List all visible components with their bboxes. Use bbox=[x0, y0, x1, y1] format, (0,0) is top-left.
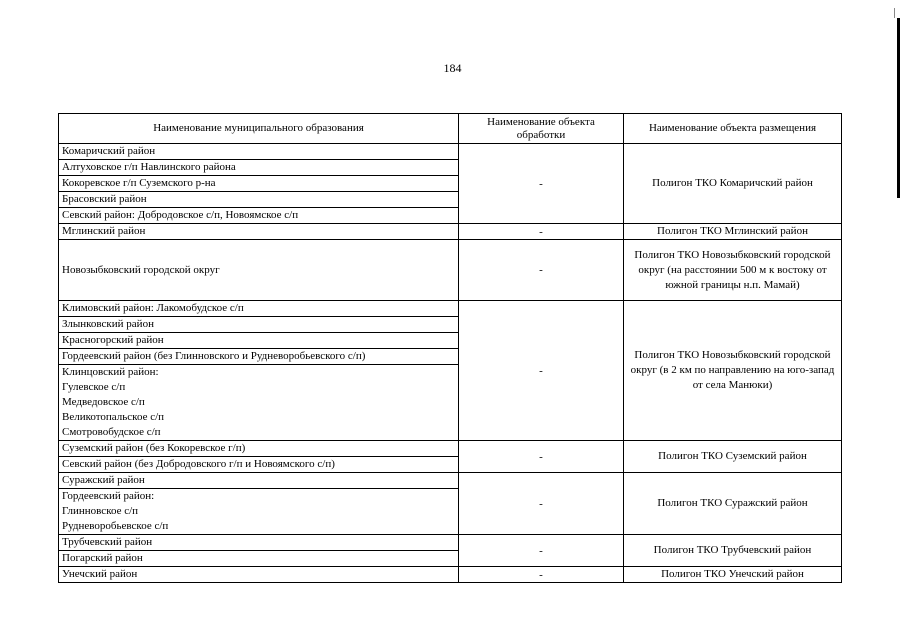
municipal-cell bbox=[59, 240, 459, 301]
processing-cell: - bbox=[459, 441, 624, 473]
header-municipal: Наименование муниципального образования bbox=[59, 114, 459, 144]
page-number: 184 bbox=[443, 61, 462, 75]
municipal-cell bbox=[59, 473, 459, 535]
header-placement: Наименование объекта размещения bbox=[624, 114, 842, 144]
edge-tick-mark bbox=[894, 8, 895, 18]
municipal-entry: Гордеевский район (без Глинновского и Рудневоробьевского с/п) bbox=[59, 349, 458, 365]
municipal-subentry: Клинцовский район: bbox=[62, 366, 159, 378]
municipal-entry: Алтуховское г/п Навлинского района bbox=[59, 160, 458, 176]
placement-cell: Полигон ТКО Трубчевский район bbox=[624, 535, 842, 567]
municipal-entry: Новозыбковский городской округ bbox=[62, 264, 220, 276]
municipal-entry: Суземский район (без Кокоревское г/п) bbox=[59, 441, 458, 457]
municipal-cell bbox=[59, 441, 459, 473]
municipal-entry: Красногорский район bbox=[59, 333, 458, 349]
table-row bbox=[59, 301, 842, 441]
municipal-subentry: Рудневоробьевское с/п bbox=[62, 520, 169, 532]
processing-cell: - bbox=[459, 535, 624, 567]
municipal-entry: Суражский район bbox=[59, 473, 458, 489]
table-row bbox=[59, 535, 842, 567]
table-row bbox=[59, 567, 842, 583]
municipal-entry: Мглинский район bbox=[62, 225, 146, 237]
municipal-entry: Севский район (без Добродовского г/п и Новоямского с/п) bbox=[62, 458, 335, 470]
page-edge-bar bbox=[897, 18, 900, 198]
processing-cell: - bbox=[459, 301, 624, 441]
municipal-subentry: Медведовское с/п bbox=[62, 396, 145, 408]
table-row bbox=[59, 224, 842, 240]
processing-cell: - bbox=[459, 567, 624, 583]
placement-cell: Полигон ТКО Суземский район bbox=[624, 441, 842, 473]
municipal-subentry: Смотровобудское с/п bbox=[62, 426, 161, 438]
municipal-subentry: Глинновское с/п bbox=[62, 505, 139, 517]
table-header-row bbox=[59, 114, 842, 144]
municipal-entry: Комаричский район bbox=[59, 144, 458, 160]
placement-cell: Полигон ТКО Суражский район bbox=[624, 473, 842, 535]
municipal-cell bbox=[59, 535, 459, 567]
processing-cell: - bbox=[459, 224, 624, 240]
municipal-cell bbox=[59, 144, 459, 224]
waste-facilities-table bbox=[58, 113, 842, 583]
header-processing: Наименование объекта обработки bbox=[459, 114, 624, 144]
municipal-cell bbox=[59, 301, 459, 441]
municipal-subentry: Гордеевский район: bbox=[62, 490, 155, 502]
municipal-entry: Трубчевский район bbox=[59, 535, 458, 551]
municipal-entry: Брасовский район bbox=[59, 192, 458, 208]
municipal-entry: Унечский район bbox=[62, 568, 138, 580]
municipal-subentry: Великотопальское с/п bbox=[62, 411, 165, 423]
processing-cell: - bbox=[459, 240, 624, 301]
placement-cell: Полигон ТКО Комаричский район bbox=[624, 144, 842, 224]
municipal-entry: Севский район: Добродовское с/п, Новоямское с/п bbox=[62, 209, 299, 221]
municipal-subentry: Гулевское с/п bbox=[62, 381, 126, 393]
table-row bbox=[59, 441, 842, 473]
processing-cell: - bbox=[459, 473, 624, 535]
municipal-cell bbox=[59, 224, 459, 240]
table-row bbox=[59, 473, 842, 535]
municipal-entry: Погарский район bbox=[62, 552, 143, 564]
municipal-entry: Злынковский район bbox=[59, 317, 458, 333]
table-row bbox=[59, 240, 842, 301]
placement-cell: Полигон ТКО Новозыбковский городской округ (на расстоянии 500 м к востоку от южной границы н.п. Мамай) bbox=[624, 240, 842, 301]
processing-cell: - bbox=[459, 144, 624, 224]
municipal-entry: Кокоревское г/п Суземского р-на bbox=[59, 176, 458, 192]
municipal-entry: Климовский район: Лакомобудское с/п bbox=[59, 301, 458, 317]
table-row bbox=[59, 144, 842, 224]
placement-cell: Полигон ТКО Новозыбковский городской округ (в 2 км по направлению на юго-запад от села Манюки) bbox=[624, 301, 842, 441]
placement-cell: Полигон ТКО Унечский район bbox=[624, 567, 842, 583]
placement-cell: Полигон ТКО Мглинский район bbox=[624, 224, 842, 240]
municipal-cell bbox=[59, 567, 459, 583]
